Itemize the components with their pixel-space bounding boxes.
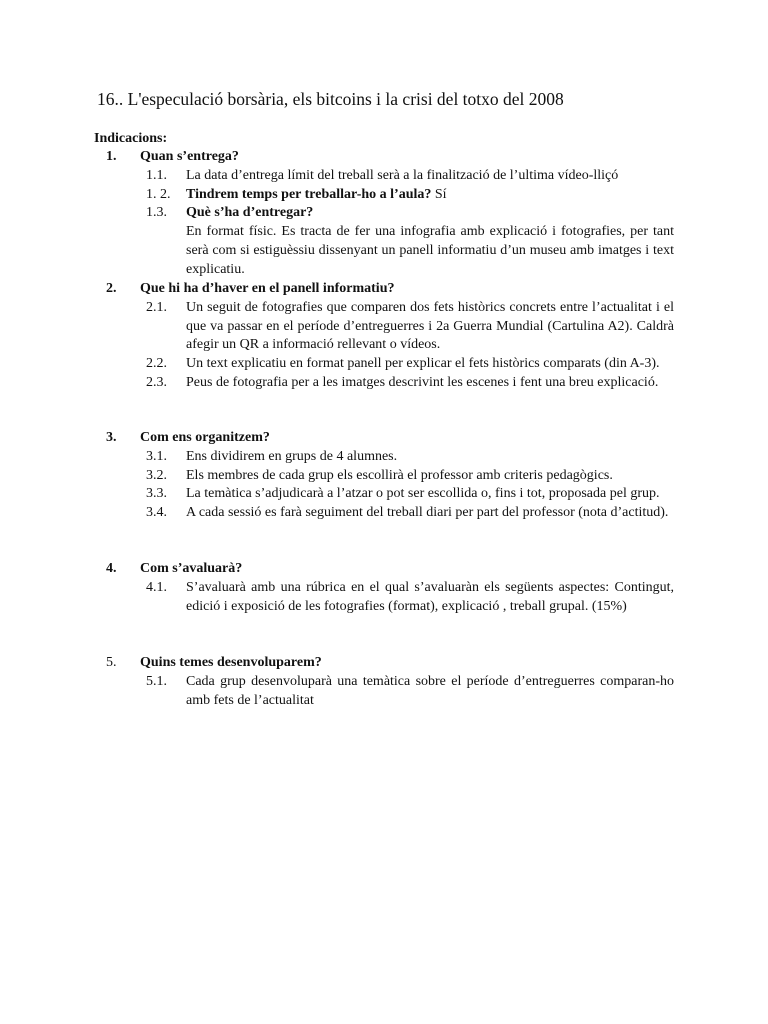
item-question: Què s’ha d’entregar?: [186, 205, 314, 221]
section-number: 2.: [106, 281, 117, 296]
list-item: [0, 673, 768, 711]
indicacions-heading: Indicacions:: [94, 131, 168, 146]
item-number: 3.1.: [146, 448, 167, 464]
list-item: [0, 579, 768, 617]
section-number: 1.: [106, 149, 117, 164]
list-item: [0, 374, 768, 393]
list-item: [0, 355, 768, 374]
item-number: 3.2.: [146, 467, 167, 483]
list-item: [0, 467, 768, 486]
item-text: La temàtica s’adjudicarà a l’atzar o pot ser escollida o, fins i tot, proposada pel grup.: [186, 486, 660, 502]
item-number: 3.4.: [146, 505, 167, 521]
section-number: 3.: [106, 430, 117, 445]
item-text: Sí: [431, 186, 447, 202]
item-number: 5.1.: [146, 673, 167, 689]
item-number: 1.1.: [146, 167, 167, 183]
list-item: [0, 448, 768, 467]
item-number: 2.2.: [146, 356, 167, 372]
section-title: Com ens organitzem?: [140, 430, 270, 445]
item-text: Un text explicatiu en format panell per explicar el fets històrics comparats (din A-3).: [186, 356, 660, 372]
item-question: Tindrem temps per treballar-ho a l’aula?: [186, 186, 432, 202]
page-title: 16.. L'especulació borsària, els bitcoins i la crisi del totxo del 2008: [97, 89, 564, 109]
item-text: Cada grup desenvoluparà una temàtica sobre el període d’entreguerres comparan-ho amb fets de l’actualitat: [186, 673, 674, 708]
section-3: [0, 429, 768, 523]
section-title: Com s’avaluarà?: [140, 561, 243, 576]
section-4: [0, 560, 768, 616]
item-text: S’avaluarà amb una rúbrica en el qual s’avaluaràn els següents aspectes: Contingut, edició i exposició de les fotografies (format), explicació , treball grupal. (15%): [186, 579, 674, 614]
item-text: Un seguit de fotografies que comparen dos fets històrics concrets entre l’actualitat i el que va passar en el període d’entreguerres i 2a Guerra Mundial (Cartulina A2). Caldrà afegir un QR a informació rellevant o vídeos.: [186, 299, 674, 353]
item-number: 1.3.: [146, 205, 167, 221]
item-number: 3.3.: [146, 486, 167, 502]
section-1: [0, 148, 768, 280]
item-text: Els membres de cada grup els escollirà el professor amb criteris pedagògics.: [186, 467, 613, 483]
item-text: Ens dividirem en grups de 4 alumnes.: [186, 448, 398, 464]
section-title: Que hi ha d’haver en el panell informatiu?: [140, 281, 395, 296]
list-item: [0, 504, 768, 523]
item-text: La data d’entrega límit del treball serà a la finalització de l’ultima vídeo-lliçó: [186, 167, 619, 183]
item-text: A cada sessió es farà seguiment del treball diari per part del professor (nota d’actitud).: [186, 505, 669, 521]
list-item: [0, 186, 768, 205]
list-item: [0, 485, 768, 504]
item-number: 4.1.: [146, 579, 167, 595]
item-text: Peus de fotografia per a les imatges descrivint les escenes i fent una breu explicació.: [186, 374, 659, 390]
section-title: Quan s’entrega?: [140, 149, 239, 164]
list-item: [0, 167, 768, 186]
item-text: En format físic. Es tracta de fer una infografia amb explicació i fotografies, per tant serà com si estiguèssiu dissenyant un panell informatiu d’un museu amb imatges i text explicatiu.: [186, 224, 674, 277]
section-5: [0, 654, 768, 710]
item-number: 2.3.: [146, 374, 167, 390]
item-number: 2.1.: [146, 299, 167, 315]
section-2: [0, 280, 768, 393]
list-item: [0, 204, 768, 279]
section-number: 5.: [106, 655, 117, 670]
list-item: [0, 299, 768, 355]
item-number: 1. 2.: [146, 186, 171, 202]
section-number: 4.: [106, 561, 117, 576]
section-title: Quins temes desenvoluparem?: [140, 655, 322, 670]
